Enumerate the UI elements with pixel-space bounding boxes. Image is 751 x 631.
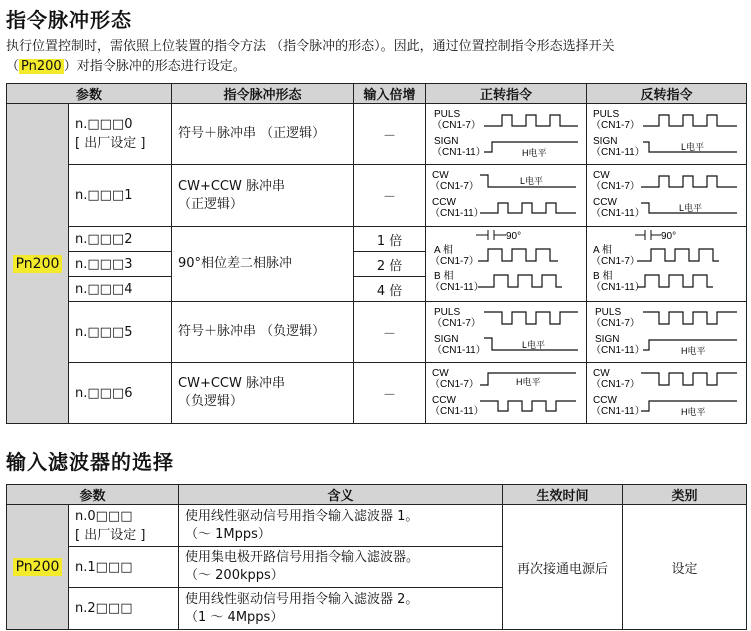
wave-reverse <box>587 302 747 363</box>
waveform-trace <box>641 176 737 187</box>
table-row <box>7 227 747 252</box>
wave-label-cn17: （CN1-7） <box>591 379 640 390</box>
waveform-trace <box>637 275 713 287</box>
wave-label-cn111: （CN1-11） <box>432 147 486 158</box>
table-row <box>7 363 747 424</box>
wave-label-cw: CW <box>432 368 449 379</box>
meaning-line-1: 使用线性驱动信号用指令输入滤波器 1。 <box>185 508 419 524</box>
wave-label-cn17: （CN1-7） <box>432 120 481 131</box>
wave-label-cw: CW <box>593 170 610 181</box>
waveform-cw-ccw-neg-fwd <box>426 363 586 419</box>
form-desc-a: CW+CCW 脉冲串 <box>178 376 285 391</box>
code-n2: n.□□□2 <box>69 227 172 252</box>
waveform-trace <box>643 115 737 126</box>
wave-label-sign: SIGN <box>434 136 459 147</box>
wave-label-cn17: （CN1-7） <box>432 318 481 329</box>
code-n5: n.□□□5 <box>69 302 172 363</box>
code-n3: n.□□□3 <box>69 252 172 277</box>
multiplier-4x: 4 倍 <box>354 277 426 302</box>
wave-label-cn111: （CN1-11） <box>430 406 484 417</box>
meaning-line-2: （1 ～ 4Mpps） <box>185 609 284 625</box>
wave-label-cw: CW <box>432 170 449 181</box>
code-cell <box>69 104 172 165</box>
header-reverse: 反转指令 <box>587 84 747 104</box>
intro-line-1: 执行位置控制时，需依照上位装置的指令方法 （指令脉冲的形态）。因此，通过位置控制指令形态选择开关 <box>6 39 615 54</box>
waveform-sign-pulse-neg-fwd <box>426 302 586 358</box>
pulse-form-table <box>6 83 747 424</box>
wave-label-puls: PULS <box>434 109 461 120</box>
wave-label-h_level: H电平 <box>681 346 706 356</box>
wave-label-ccw: CCW <box>593 395 617 406</box>
wave-label-cn17: （CN1-7） <box>591 181 640 192</box>
code-n6: n.□□□6 <box>69 363 172 424</box>
wave-label-h_level: H电平 <box>522 148 547 158</box>
wave-label-cn111: （CN1-11） <box>591 406 645 417</box>
wave-label-cn17: （CN1-7） <box>591 120 640 131</box>
param-cell <box>7 505 69 630</box>
wave-label-cn111: （CN1-11） <box>591 208 645 219</box>
form-desc-b: （正逻辑） <box>178 196 244 212</box>
table-row <box>7 104 747 165</box>
waveform-cw-ccw-pos-rev <box>587 165 746 222</box>
wave-label-cn111: （CN1-11） <box>432 345 486 356</box>
code-cell <box>69 505 179 547</box>
wave-label-sign: SIGN <box>593 136 618 147</box>
header-pulse-form: 指令脉冲形态 <box>172 84 354 104</box>
multiplier: － <box>354 302 426 363</box>
wave-label-deg90: 90° <box>506 231 522 242</box>
waveform-sign-pulse-pos-rev <box>587 104 746 160</box>
wave-label-a_phase: A 相 <box>434 245 453 256</box>
waveform-quadrature-fwd <box>426 227 586 297</box>
wave-label-ccw: CCW <box>593 197 617 208</box>
wave-reverse <box>587 363 747 424</box>
header-param: 参数 <box>7 84 172 104</box>
header-param: 参数 <box>7 485 179 505</box>
wave-reverse <box>587 165 747 227</box>
wave-label-cn111: （CN1-11） <box>591 147 645 158</box>
wave-label-l_level: L电平 <box>522 340 546 350</box>
multiplier: － <box>354 363 426 424</box>
waveform-trace <box>637 249 719 261</box>
code-n1: n.□□□1 <box>69 165 172 227</box>
code-n4: n.□□□4 <box>69 277 172 302</box>
wave-label-sign: SIGN <box>595 334 620 345</box>
section-title-input-filter: 输入滤波器的选择 <box>6 450 174 474</box>
wave-label-sign: SIGN <box>434 334 459 345</box>
wave-forward <box>426 227 587 302</box>
waveform-trace <box>480 203 576 213</box>
wave-label-cn111: （CN1-11） <box>430 282 484 293</box>
waveform-cw-ccw-neg-rev <box>587 363 746 419</box>
category: 设定 <box>623 505 747 630</box>
table-row <box>7 165 747 227</box>
wave-forward <box>426 302 587 363</box>
waveform-trace <box>643 312 737 324</box>
multiplier-2x: 2 倍 <box>354 252 426 277</box>
wave-label-cw: CW <box>593 368 610 379</box>
section-title-pulse-form: 指令脉冲形态 <box>6 8 132 32</box>
waveform-trace <box>484 115 578 126</box>
param-pn200: Pn200 <box>13 255 63 273</box>
table-row <box>7 302 747 363</box>
wave-label-cn17: （CN1-7） <box>430 181 479 192</box>
wave-forward <box>426 165 587 227</box>
wave-label-h_level: H电平 <box>681 407 706 417</box>
wave-label-puls: PULS <box>595 307 622 318</box>
wave-label-h_level: H电平 <box>516 377 541 387</box>
meaning-line-1: 使用线性驱动信号用指令输入滤波器 2。 <box>185 591 419 607</box>
form-desc <box>172 165 354 227</box>
wave-label-puls: PULS <box>593 109 620 120</box>
wave-forward <box>426 363 587 424</box>
wave-label-cn17: （CN1-7） <box>430 379 479 390</box>
param-cell <box>7 104 69 424</box>
multiplier: － <box>354 165 426 227</box>
header-multiplier: 输入倍增 <box>354 84 426 104</box>
wave-reverse <box>587 104 747 165</box>
effective-time: 再次接通电源后 <box>503 505 623 630</box>
form-desc <box>172 363 354 424</box>
wave-label-cn111: （CN1-11） <box>591 345 645 356</box>
meaning-cell <box>179 547 503 588</box>
intro-paren: （ <box>6 59 20 74</box>
table-header-row <box>7 485 747 505</box>
meaning-line-2: （～ 1Mpps） <box>185 526 271 542</box>
form-desc: 符号＋脉冲串 （负逻辑） <box>172 302 354 363</box>
waveform-trace <box>641 373 737 385</box>
intro-paragraph <box>6 37 746 77</box>
meaning-cell <box>179 588 503 630</box>
table-header-row <box>7 84 747 104</box>
header-forward: 正转指令 <box>426 84 587 104</box>
form-desc-b: （负逻辑） <box>178 394 244 409</box>
waveform-trace <box>478 275 562 287</box>
waveform-cw-ccw-pos-fwd <box>426 165 586 222</box>
intro-line-2 <box>6 57 746 77</box>
factory-default: [ 出厂设定 ] <box>75 527 146 543</box>
waveform-sign-pulse-pos-fwd <box>426 104 586 160</box>
waveform-sign-pulse-neg-rev <box>587 302 746 358</box>
wave-label-l_level: L电平 <box>681 142 705 152</box>
code-n0: n.□□□0 <box>75 117 133 132</box>
param-pn200: Pn200 <box>13 558 63 576</box>
wave-label-b_phase: B 相 <box>593 271 613 282</box>
header-effective: 生效时间 <box>503 485 623 505</box>
intro-param-highlight: Pn200 <box>21 59 62 74</box>
waveform-quadrature-rev <box>587 227 746 297</box>
meaning-line-2: （～ 200kpps） <box>185 568 284 583</box>
wave-label-l_level: L电平 <box>520 176 544 186</box>
meaning-cell <box>179 505 503 547</box>
code-n2-filter: n.2□□□ <box>69 588 179 630</box>
waveform-trace <box>478 249 558 261</box>
wave-label-ccw: CCW <box>432 395 456 406</box>
wave-forward <box>426 104 587 165</box>
wave-label-a_phase: A 相 <box>593 245 612 256</box>
factory-default: [ 出厂设定 ] <box>75 136 146 151</box>
wave-label-deg90: 90° <box>661 231 677 242</box>
wave-label-cn17: （CN1-7） <box>591 318 640 329</box>
wave-reverse <box>587 227 747 302</box>
wave-label-cn17: （CN1-7） <box>591 256 640 267</box>
wave-label-cn111: （CN1-11） <box>430 208 484 219</box>
meaning-line-1: 使用集电极开路信号用指令输入滤波器。 <box>185 550 420 565</box>
multiplier: － <box>354 104 426 165</box>
wave-label-puls: PULS <box>434 307 461 318</box>
wave-label-ccw: CCW <box>432 197 456 208</box>
waveform-trace <box>484 312 578 324</box>
wave-label-l_level: L电平 <box>679 203 703 213</box>
waveform-trace <box>480 401 576 411</box>
intro-line-2-text: ）对指令脉冲的形态进行设定。 <box>63 59 246 74</box>
wave-label-b_phase: B 相 <box>434 271 454 282</box>
input-filter-table <box>6 484 747 630</box>
wave-label-cn111: （CN1-11） <box>591 282 645 293</box>
header-meaning: 含义 <box>179 485 503 505</box>
code-n1-filter: n.1□□□ <box>69 547 179 588</box>
code-n0-filter: n.0□□□ <box>75 508 133 524</box>
wave-label-cn17: （CN1-7） <box>430 256 479 267</box>
form-desc-quadrature: 90°相位差二相脉冲 <box>172 227 354 302</box>
form-desc-a: CW+CCW 脉冲串 <box>178 178 285 194</box>
form-desc: 符号＋脉冲串 （正逻辑） <box>172 104 354 165</box>
multiplier-1x: 1 倍 <box>354 227 426 252</box>
table-row <box>7 505 747 547</box>
header-category: 类别 <box>623 485 747 505</box>
